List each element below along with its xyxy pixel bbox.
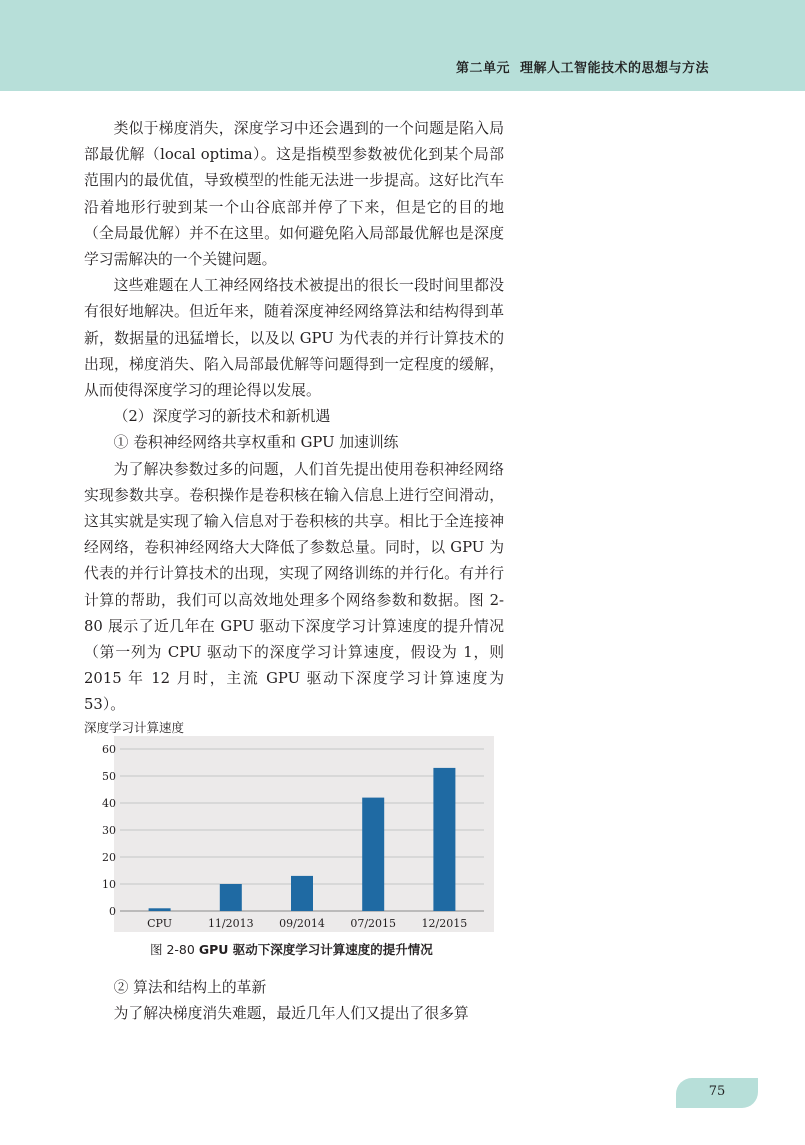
x-tick-label-11-2013: 11/2013 [207, 917, 254, 930]
bar-09-2014 [291, 876, 313, 911]
paragraph-recent-progress: 这些难题在人工神经网络技术被提出的很长一段时间里都没有很好地解决。但近年来，随着深度神经网络算法和结构得到革新，数据量的迅猛增长，以及以 GPU 为代表的并行计算技术的出现，梯度消失、陷入局部最优解等问题得到一定程度的缓解，从而使得深度学习的理论得以发展。 [84, 277, 504, 400]
page-number-badge [676, 1078, 758, 1108]
x-tick-label-CPU: CPU [147, 917, 173, 930]
figure-number: 图 2-80 [150, 942, 195, 957]
subheading-algorithm: ② 算法和结构上的革新 [113, 979, 267, 996]
page-number: 75 [708, 1084, 726, 1099]
body-text-lower [84, 975, 504, 1027]
y-tick-label-60: 60 [102, 743, 116, 756]
running-header [456, 57, 709, 76]
bar-12-2015 [433, 768, 455, 911]
bar-11-2013 [220, 884, 242, 911]
chart-title: 深度学习计算速度 [84, 720, 185, 735]
bar-chart [84, 736, 494, 936]
section-heading: （2）深度学习的新技术和新机遇 [113, 408, 331, 426]
bar-07-2015 [362, 798, 384, 911]
unit-label: 第二单元 [455, 61, 510, 76]
chapter-title: 理解人工智能技术的思想与方法 [519, 61, 709, 76]
figure-caption-text: GPU 驱动下深度学习计算速度的提升情况 [198, 942, 433, 957]
body-text-upper [84, 116, 504, 719]
x-tick-label-12-2015: 12/2015 [421, 917, 468, 930]
y-tick-label-0: 0 [109, 905, 116, 918]
y-tick-label-40: 40 [102, 797, 116, 810]
y-tick-label-50: 50 [102, 770, 116, 783]
y-tick-label-10: 10 [102, 878, 116, 891]
header-band [0, 0, 805, 91]
x-tick-label-07-2015: 07/2015 [350, 917, 397, 930]
paragraph-local-optima: 类似于梯度消失，深度学习中还会遇到的一个问题是陷入局部最优解（local optima）。这是指模型参数被优化到某个局部范围内的最优值，导致模型的性能无法进一步提高。这好比汽车沿着地形行驶到某一个山谷底部并停了下来，但是它的目的地（全局最优解）并不在这里。如何避免陷入局部最优解也是深度学习需解决的一个关键问题。 [84, 120, 504, 269]
y-tick-label-30: 30 [102, 824, 116, 837]
figure-caption [150, 940, 433, 958]
x-tick-label-09-2014: 09/2014 [279, 917, 325, 930]
bar-CPU [149, 908, 171, 911]
subheading-cnn-gpu: ① 卷积神经网络共享权重和 GPU 加速训练 [113, 434, 399, 452]
paragraph-algorithm: 为了解决梯度消失难题，最近几年人们又提出了很多算 [113, 1005, 469, 1023]
y-tick-label-20: 20 [102, 851, 116, 864]
paragraph-cnn-gpu: 为了解决参数过多的问题，人们首先提出使用卷积神经网络实现参数共享。卷积操作是卷积核在输入信息上进行空间滑动，这其实就是实现了输入信息对于卷积核的共享。相比于全连接神经网络，卷积神经网络大大降低了参数总量。同时，以 GPU 为代表的并行计算技术的出现，实现了网络训练的并行化。有并行计算的帮助，我们可以高效地处理多个网络参数和数据。图 2-80 展示了近几年在 GPU 驱动下深度学习计算速度的提升情况（第一列为 CPU 驱动下的深度学习计算速度，假设为 1，则 2015 年 12 月时，主流 GPU 驱动下深度学习计算速度为 53）。 [84, 460, 504, 714]
